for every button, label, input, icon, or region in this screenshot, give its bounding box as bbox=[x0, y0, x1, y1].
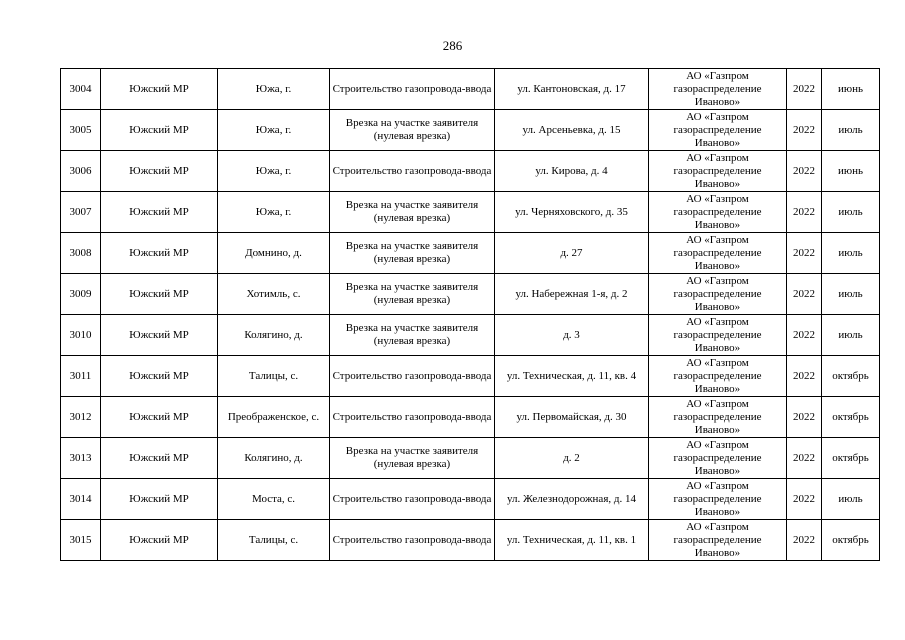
table-row bbox=[61, 397, 880, 438]
row-number-cell: 3012 bbox=[61, 397, 101, 438]
organization-cell: АО «Газпром газораспределение Иваново» bbox=[649, 151, 787, 192]
month-cell: июль bbox=[822, 110, 880, 151]
locality-cell: Южа, г. bbox=[218, 192, 330, 233]
address-cell: ул. Железнодорожная, д. 14 bbox=[495, 479, 649, 520]
address-cell: ул. Набережная 1-я, д. 2 bbox=[495, 274, 649, 315]
organization-cell: АО «Газпром газораспределение Иваново» bbox=[649, 233, 787, 274]
year-cell: 2022 bbox=[787, 356, 822, 397]
organization-cell: АО «Газпром газораспределение Иваново» bbox=[649, 110, 787, 151]
district-cell: Южский МР bbox=[101, 151, 218, 192]
locality-cell: Колягино, д. bbox=[218, 315, 330, 356]
locality-cell: Южа, г. bbox=[218, 69, 330, 110]
table-row bbox=[61, 233, 880, 274]
year-cell: 2022 bbox=[787, 397, 822, 438]
row-number-cell: 3004 bbox=[61, 69, 101, 110]
locality-cell: Моста, с. bbox=[218, 479, 330, 520]
district-cell: Южский МР bbox=[101, 110, 218, 151]
locality-cell: Южа, г. bbox=[218, 110, 330, 151]
work-type-cell: Врезка на участке заявителя (нулевая врезка) bbox=[330, 110, 495, 151]
district-cell: Южский МР bbox=[101, 274, 218, 315]
row-number-cell: 3007 bbox=[61, 192, 101, 233]
organization-cell: АО «Газпром газораспределение Иваново» bbox=[649, 274, 787, 315]
month-cell: июнь bbox=[822, 69, 880, 110]
district-cell: Южский МР bbox=[101, 397, 218, 438]
locality-cell: Колягино, д. bbox=[218, 438, 330, 479]
month-cell: июль bbox=[822, 192, 880, 233]
locality-cell: Преображенское, с. bbox=[218, 397, 330, 438]
locality-cell: Домнино, д. bbox=[218, 233, 330, 274]
district-cell: Южский МР bbox=[101, 233, 218, 274]
organization-cell: АО «Газпром газораспределение Иваново» bbox=[649, 69, 787, 110]
month-cell: июнь bbox=[822, 151, 880, 192]
table-row bbox=[61, 69, 880, 110]
work-type-cell: Строительство газопровода-ввода bbox=[330, 69, 495, 110]
work-type-cell: Врезка на участке заявителя (нулевая врезка) bbox=[330, 233, 495, 274]
year-cell: 2022 bbox=[787, 110, 822, 151]
month-cell: октябрь bbox=[822, 438, 880, 479]
row-number-cell: 3013 bbox=[61, 438, 101, 479]
work-type-cell: Строительство газопровода-ввода bbox=[330, 479, 495, 520]
address-cell: ул. Первомайская, д. 30 bbox=[495, 397, 649, 438]
address-cell: ул. Техническая, д. 11, кв. 4 bbox=[495, 356, 649, 397]
row-number-cell: 3015 bbox=[61, 520, 101, 561]
address-cell: ул. Кантоновская, д. 17 bbox=[495, 69, 649, 110]
table-row bbox=[61, 479, 880, 520]
year-cell: 2022 bbox=[787, 233, 822, 274]
table-row bbox=[61, 520, 880, 561]
table-row bbox=[61, 192, 880, 233]
organization-cell: АО «Газпром газораспределение Иваново» bbox=[649, 315, 787, 356]
district-cell: Южский МР bbox=[101, 192, 218, 233]
work-type-cell: Врезка на участке заявителя (нулевая врезка) bbox=[330, 438, 495, 479]
work-type-cell: Строительство газопровода-ввода bbox=[330, 397, 495, 438]
district-cell: Южский МР bbox=[101, 520, 218, 561]
locality-cell: Талицы, с. bbox=[218, 520, 330, 561]
year-cell: 2022 bbox=[787, 192, 822, 233]
address-cell: ул. Арсеньевка, д. 15 bbox=[495, 110, 649, 151]
work-type-cell: Врезка на участке заявителя (нулевая врезка) bbox=[330, 315, 495, 356]
row-number-cell: 3011 bbox=[61, 356, 101, 397]
month-cell: июль bbox=[822, 233, 880, 274]
organization-cell: АО «Газпром газораспределение Иваново» bbox=[649, 192, 787, 233]
work-type-cell: Строительство газопровода-ввода bbox=[330, 151, 495, 192]
gas-connection-table bbox=[60, 68, 880, 561]
organization-cell: АО «Газпром газораспределение Иваново» bbox=[649, 438, 787, 479]
organization-cell: АО «Газпром газораспределение Иваново» bbox=[649, 479, 787, 520]
row-number-cell: 3010 bbox=[61, 315, 101, 356]
organization-cell: АО «Газпром газораспределение Иваново» bbox=[649, 356, 787, 397]
month-cell: октябрь bbox=[822, 356, 880, 397]
district-cell: Южский МР bbox=[101, 479, 218, 520]
table-row bbox=[61, 356, 880, 397]
month-cell: июль bbox=[822, 479, 880, 520]
work-type-cell: Строительство газопровода-ввода bbox=[330, 520, 495, 561]
row-number-cell: 3014 bbox=[61, 479, 101, 520]
address-cell: д. 2 bbox=[495, 438, 649, 479]
locality-cell: Талицы, с. bbox=[218, 356, 330, 397]
table-row bbox=[61, 151, 880, 192]
row-number-cell: 3006 bbox=[61, 151, 101, 192]
year-cell: 2022 bbox=[787, 274, 822, 315]
row-number-cell: 3009 bbox=[61, 274, 101, 315]
year-cell: 2022 bbox=[787, 520, 822, 561]
year-cell: 2022 bbox=[787, 69, 822, 110]
row-number-cell: 3005 bbox=[61, 110, 101, 151]
work-type-cell: Врезка на участке заявителя (нулевая врезка) bbox=[330, 192, 495, 233]
work-type-cell: Строительство газопровода-ввода bbox=[330, 356, 495, 397]
organization-cell: АО «Газпром газораспределение Иваново» bbox=[649, 397, 787, 438]
district-cell: Южский МР bbox=[101, 315, 218, 356]
month-cell: июль bbox=[822, 315, 880, 356]
year-cell: 2022 bbox=[787, 315, 822, 356]
year-cell: 2022 bbox=[787, 151, 822, 192]
address-cell: д. 27 bbox=[495, 233, 649, 274]
work-type-cell: Врезка на участке заявителя (нулевая врезка) bbox=[330, 274, 495, 315]
month-cell: октябрь bbox=[822, 520, 880, 561]
row-number-cell: 3008 bbox=[61, 233, 101, 274]
month-cell: октябрь bbox=[822, 397, 880, 438]
table-row bbox=[61, 315, 880, 356]
table-row bbox=[61, 438, 880, 479]
locality-cell: Хотимль, с. bbox=[218, 274, 330, 315]
address-cell: ул. Кирова, д. 4 bbox=[495, 151, 649, 192]
address-cell: д. 3 bbox=[495, 315, 649, 356]
year-cell: 2022 bbox=[787, 479, 822, 520]
organization-cell: АО «Газпром газораспределение Иваново» bbox=[649, 520, 787, 561]
page-number: 286 bbox=[442, 38, 463, 53]
table-row bbox=[61, 274, 880, 315]
address-cell: ул. Черняховского, д. 35 bbox=[495, 192, 649, 233]
table-body bbox=[61, 69, 880, 561]
district-cell: Южский МР bbox=[101, 438, 218, 479]
district-cell: Южский МР bbox=[101, 356, 218, 397]
locality-cell: Южа, г. bbox=[218, 151, 330, 192]
month-cell: июль bbox=[822, 274, 880, 315]
address-cell: ул. Техническая, д. 11, кв. 1 bbox=[495, 520, 649, 561]
year-cell: 2022 bbox=[787, 438, 822, 479]
district-cell: Южский МР bbox=[101, 69, 218, 110]
table-row bbox=[61, 110, 880, 151]
